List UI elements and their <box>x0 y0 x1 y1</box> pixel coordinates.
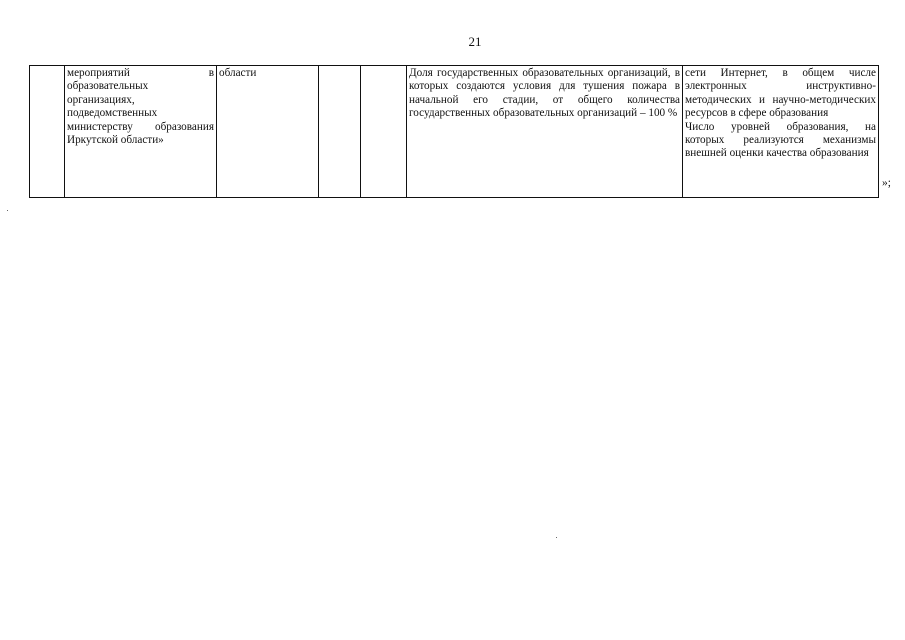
page-number: 21 <box>468 34 482 49</box>
table-cell-results <box>683 66 879 198</box>
results-paragraph-2: Число уровней образования, на которых реализуются механизмы внешней оценки качества образования <box>685 120 876 160</box>
table-cell-event: мероприятий в образовательных организациях, подведомственных министерству образования Иркутской области» <box>65 66 217 198</box>
table-cell-empty-1 <box>319 66 361 198</box>
table-cell-empty-2 <box>361 66 407 198</box>
scan-speck <box>556 537 557 538</box>
table-row <box>30 66 879 198</box>
table-cell-indicator: Доля государственных образовательных организаций, в которых создаются условия для тушения пожара в начальной его стадии, от общего количества государственных образовательных организаций – 100 % <box>407 66 683 198</box>
document-table <box>29 65 879 198</box>
scan-speck <box>7 210 8 211</box>
table-cell-number <box>30 66 65 198</box>
closing-quote-mark: »; <box>882 177 891 189</box>
table-cell-executor: области <box>217 66 319 198</box>
results-paragraph-1: сети Интернет, в общем числе электронных инструктивно-методических и научно-методических ресурсов в сфере образования <box>685 67 876 120</box>
